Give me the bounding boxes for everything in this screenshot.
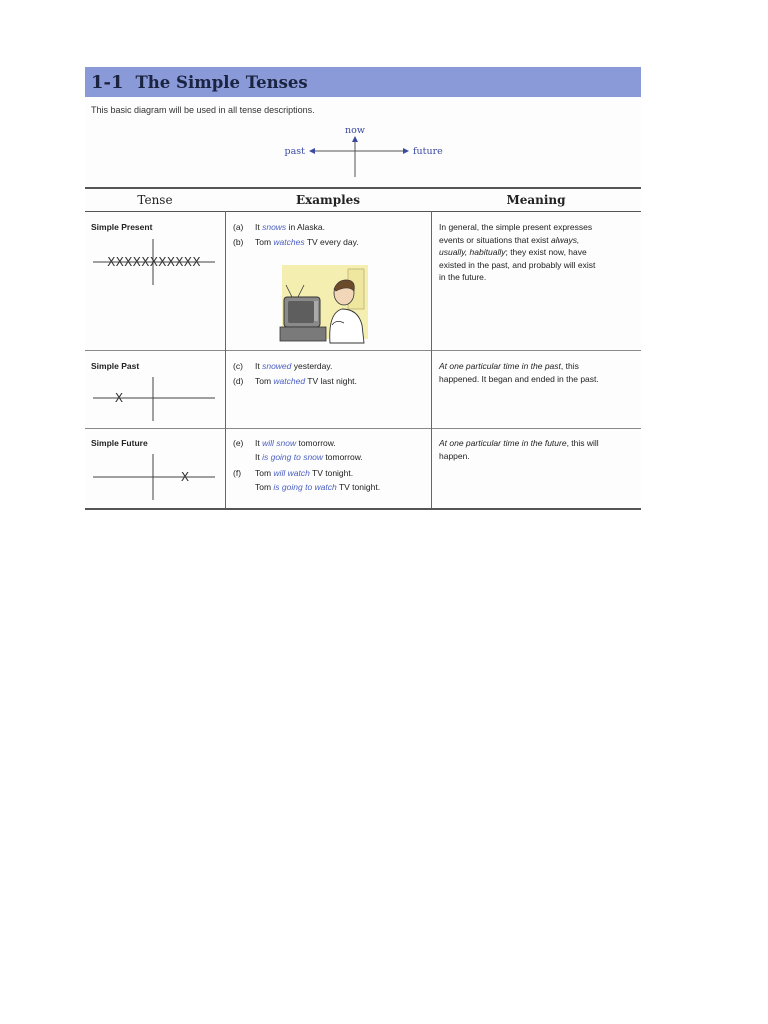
header-tense: Tense: [137, 193, 173, 207]
present-marks: XXXXXXXXXXX: [107, 255, 201, 269]
row-divider-2: [85, 428, 641, 429]
example-f: (f) Tom will watch TV tonight.: [233, 468, 354, 478]
past-timeline: [85, 375, 225, 423]
meaning-simple-future: At one particular time in the future, this will happen.: [439, 438, 599, 461]
chart-title: The Simple Tenses: [135, 72, 308, 92]
column-divider-2: [431, 211, 432, 508]
example-d: (d) Tom watched TV last night.: [233, 376, 357, 386]
intro-text: This basic diagram will be used in all tense descriptions.: [91, 105, 315, 115]
present-timeline: [85, 237, 225, 287]
meaning-simple-present: In general, the simple present expresses events or situations that exist always, usually, habitually; they exist now, have existed in the past, and probably will exist in the future.: [439, 222, 596, 282]
past-label: past: [284, 146, 305, 157]
future-timeline: [85, 452, 225, 502]
future-label: future: [413, 146, 443, 157]
column-divider-1: [225, 211, 226, 508]
example-e-alt: It is going to snow tomorrow.: [255, 452, 363, 462]
meaning-simple-past: At one particular time in the past, this happened. It began and ended in the past.: [439, 361, 599, 384]
header-examples: Examples: [295, 193, 361, 207]
now-label: now: [345, 125, 365, 136]
past-mark: X: [114, 391, 124, 405]
timeline-diagram: [85, 67, 641, 197]
example-f-alt: Tom is going to watch TV tonight.: [255, 482, 381, 492]
bottom-rule: [85, 508, 641, 510]
example-b: (b) Tom watches TV every day.: [233, 237, 359, 247]
tv-watcher-illustration: [278, 263, 372, 345]
chart-number: 1-1: [91, 71, 124, 93]
tense-simple-present: Simple Present: [91, 222, 153, 232]
tense-simple-past: Simple Past: [91, 361, 140, 371]
example-e: (e) It will snow tomorrow.: [233, 438, 336, 448]
row-divider-1: [85, 350, 641, 351]
example-a: (a) It snows in Alaska.: [233, 222, 325, 232]
header-top-rule: [85, 187, 641, 189]
tense-simple-future: Simple Future: [91, 438, 148, 448]
header-bottom-rule: [85, 211, 641, 212]
grammar-chart: [85, 67, 641, 510]
future-mark: X: [180, 470, 190, 484]
example-c: (c) It snowed yesterday.: [233, 361, 333, 371]
header-meaning: Meaning: [506, 193, 566, 207]
